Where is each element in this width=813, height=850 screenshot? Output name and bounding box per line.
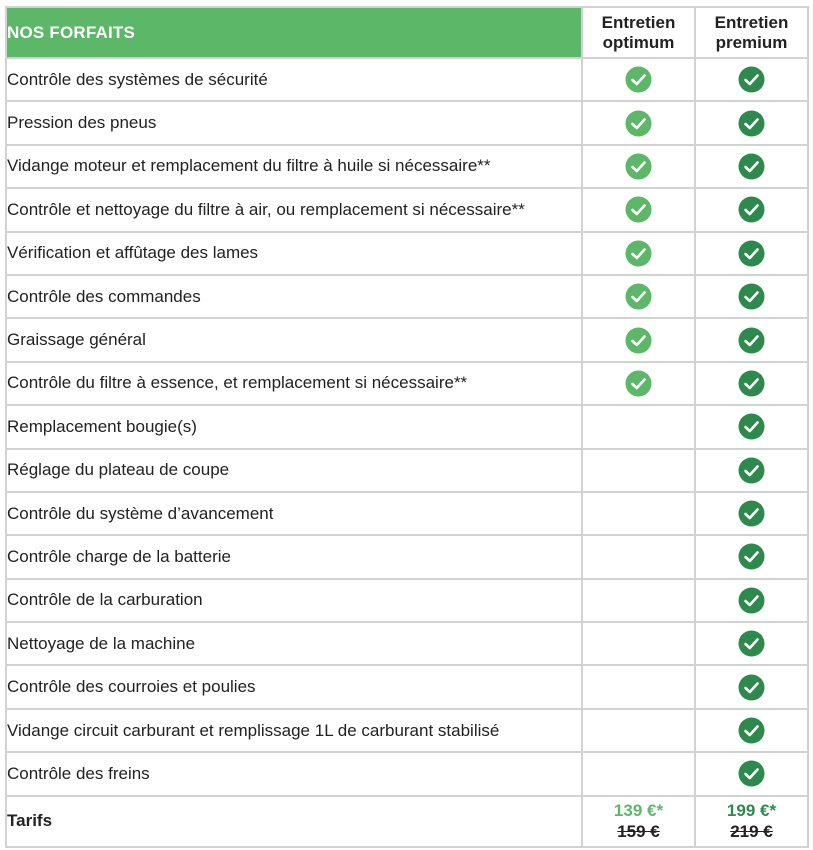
- check-circle-icon: [625, 283, 652, 310]
- table-row: [6, 145, 808, 188]
- check-circle-icon: [738, 457, 765, 484]
- premium-cell: [695, 535, 808, 578]
- feature-label: Contrôle du système d’avancement: [6, 492, 582, 535]
- premium-cell: [695, 665, 808, 708]
- table-row: [6, 58, 808, 101]
- check-circle-icon: [738, 196, 765, 223]
- check-circle-icon: [625, 240, 652, 267]
- table-row: [6, 188, 808, 231]
- optimum-cell: [582, 232, 695, 275]
- premium-cell: [695, 101, 808, 144]
- table-row: [6, 579, 808, 622]
- premium-cell: [695, 405, 808, 448]
- premium-cell: [695, 58, 808, 101]
- header-row: [6, 7, 808, 58]
- table-row: [6, 535, 808, 578]
- optimum-cell: [582, 622, 695, 665]
- check-circle-icon: [738, 240, 765, 267]
- optimum-cell: [582, 362, 695, 405]
- optimum-cell: [582, 145, 695, 188]
- table-row: [6, 318, 808, 361]
- optimum-cell: [582, 318, 695, 361]
- feature-label: Vérification et affûtage des lames: [6, 232, 582, 275]
- optimum-cell: [582, 449, 695, 492]
- premium-cell: [695, 275, 808, 318]
- table-row: [6, 449, 808, 492]
- feature-label: Contrôle des freins: [6, 752, 582, 795]
- feature-label: Contrôle des courroies et poulies: [6, 665, 582, 708]
- feature-label: Contrôle et nettoyage du filtre à air, ou remplacement si nécessaire**: [6, 188, 582, 231]
- plan-header-optimum: [582, 7, 695, 58]
- premium-cell: [695, 362, 808, 405]
- feature-label: Contrôle des systèmes de sécurité: [6, 58, 582, 101]
- feature-label: Contrôle du filtre à essence, et remplacement si nécessaire**: [6, 362, 582, 405]
- price-optimum-old: 159 €: [617, 822, 660, 842]
- check-circle-icon: [738, 717, 765, 744]
- feature-label: Pression des pneus: [6, 101, 582, 144]
- pricing-row: [6, 796, 808, 847]
- price-premium-old: 219 €: [730, 822, 773, 842]
- price-premium: [695, 796, 808, 847]
- plan-header-premium-line1: Entretien: [714, 12, 789, 32]
- premium-cell: [695, 579, 808, 622]
- premium-cell: [695, 232, 808, 275]
- feature-label: Contrôle charge de la batterie: [6, 535, 582, 578]
- feature-label: Graissage général: [6, 318, 582, 361]
- feature-label: Réglage du plateau de coupe: [6, 449, 582, 492]
- price-optimum-new: 139 €*: [613, 801, 664, 821]
- feature-label: Contrôle de la carburation: [6, 579, 582, 622]
- check-circle-icon: [625, 196, 652, 223]
- feature-label: Contrôle des commandes: [6, 275, 582, 318]
- optimum-cell: [582, 58, 695, 101]
- premium-cell: [695, 318, 808, 361]
- feature-label: Nettoyage de la machine: [6, 622, 582, 665]
- check-circle-icon: [738, 630, 765, 657]
- optimum-cell: [582, 405, 695, 448]
- check-circle-icon: [738, 674, 765, 701]
- check-circle-icon: [738, 587, 765, 614]
- optimum-cell: [582, 535, 695, 578]
- table-row: [6, 492, 808, 535]
- check-circle-icon: [738, 327, 765, 354]
- check-circle-icon: [738, 543, 765, 570]
- optimum-cell: [582, 101, 695, 144]
- table-row: [6, 101, 808, 144]
- table-row: [6, 275, 808, 318]
- check-circle-icon: [625, 153, 652, 180]
- plan-header-premium: [695, 7, 808, 58]
- feature-label: Remplacement bougie(s): [6, 405, 582, 448]
- check-circle-icon: [738, 413, 765, 440]
- premium-cell: [695, 622, 808, 665]
- check-circle-icon: [738, 370, 765, 397]
- plan-header-optimum-line1: Entretien: [601, 12, 676, 32]
- optimum-cell: [582, 275, 695, 318]
- premium-cell: [695, 145, 808, 188]
- table-row: [6, 405, 808, 448]
- check-circle-icon: [738, 283, 765, 310]
- check-circle-icon: [738, 66, 765, 93]
- optimum-cell: [582, 492, 695, 535]
- feature-list: [6, 58, 808, 796]
- check-circle-icon: [625, 370, 652, 397]
- check-circle-icon: [738, 153, 765, 180]
- feature-label: Vidange moteur et remplacement du filtre à huile si nécessaire**: [6, 145, 582, 188]
- table-row: [6, 752, 808, 795]
- premium-cell: [695, 709, 808, 752]
- optimum-cell: [582, 752, 695, 795]
- optimum-cell: [582, 188, 695, 231]
- premium-cell: [695, 752, 808, 795]
- table-title: NOS FORFAITS: [6, 7, 582, 58]
- table-row: [6, 622, 808, 665]
- price-optimum: [582, 796, 695, 847]
- premium-cell: [695, 492, 808, 535]
- plan-header-premium-line2: premium: [715, 32, 788, 52]
- check-circle-icon: [625, 66, 652, 93]
- premium-cell: [695, 449, 808, 492]
- plan-header-optimum-line2: optimum: [602, 32, 675, 52]
- optimum-cell: [582, 579, 695, 622]
- premium-cell: [695, 188, 808, 231]
- price-premium-new: 199 €*: [726, 801, 777, 821]
- pricing-label: Tarifs: [6, 796, 582, 847]
- feature-label: Vidange circuit carburant et remplissage 1L de carburant stabilisé: [6, 709, 582, 752]
- check-circle-icon: [625, 327, 652, 354]
- optimum-cell: [582, 665, 695, 708]
- table-row: [6, 665, 808, 708]
- table-row: [6, 709, 808, 752]
- forfaits-table: [5, 6, 809, 848]
- check-circle-icon: [738, 110, 765, 137]
- table-row: [6, 362, 808, 405]
- check-circle-icon: [625, 110, 652, 137]
- optimum-cell: [582, 709, 695, 752]
- check-circle-icon: [738, 500, 765, 527]
- table-row: [6, 232, 808, 275]
- check-circle-icon: [738, 760, 765, 787]
